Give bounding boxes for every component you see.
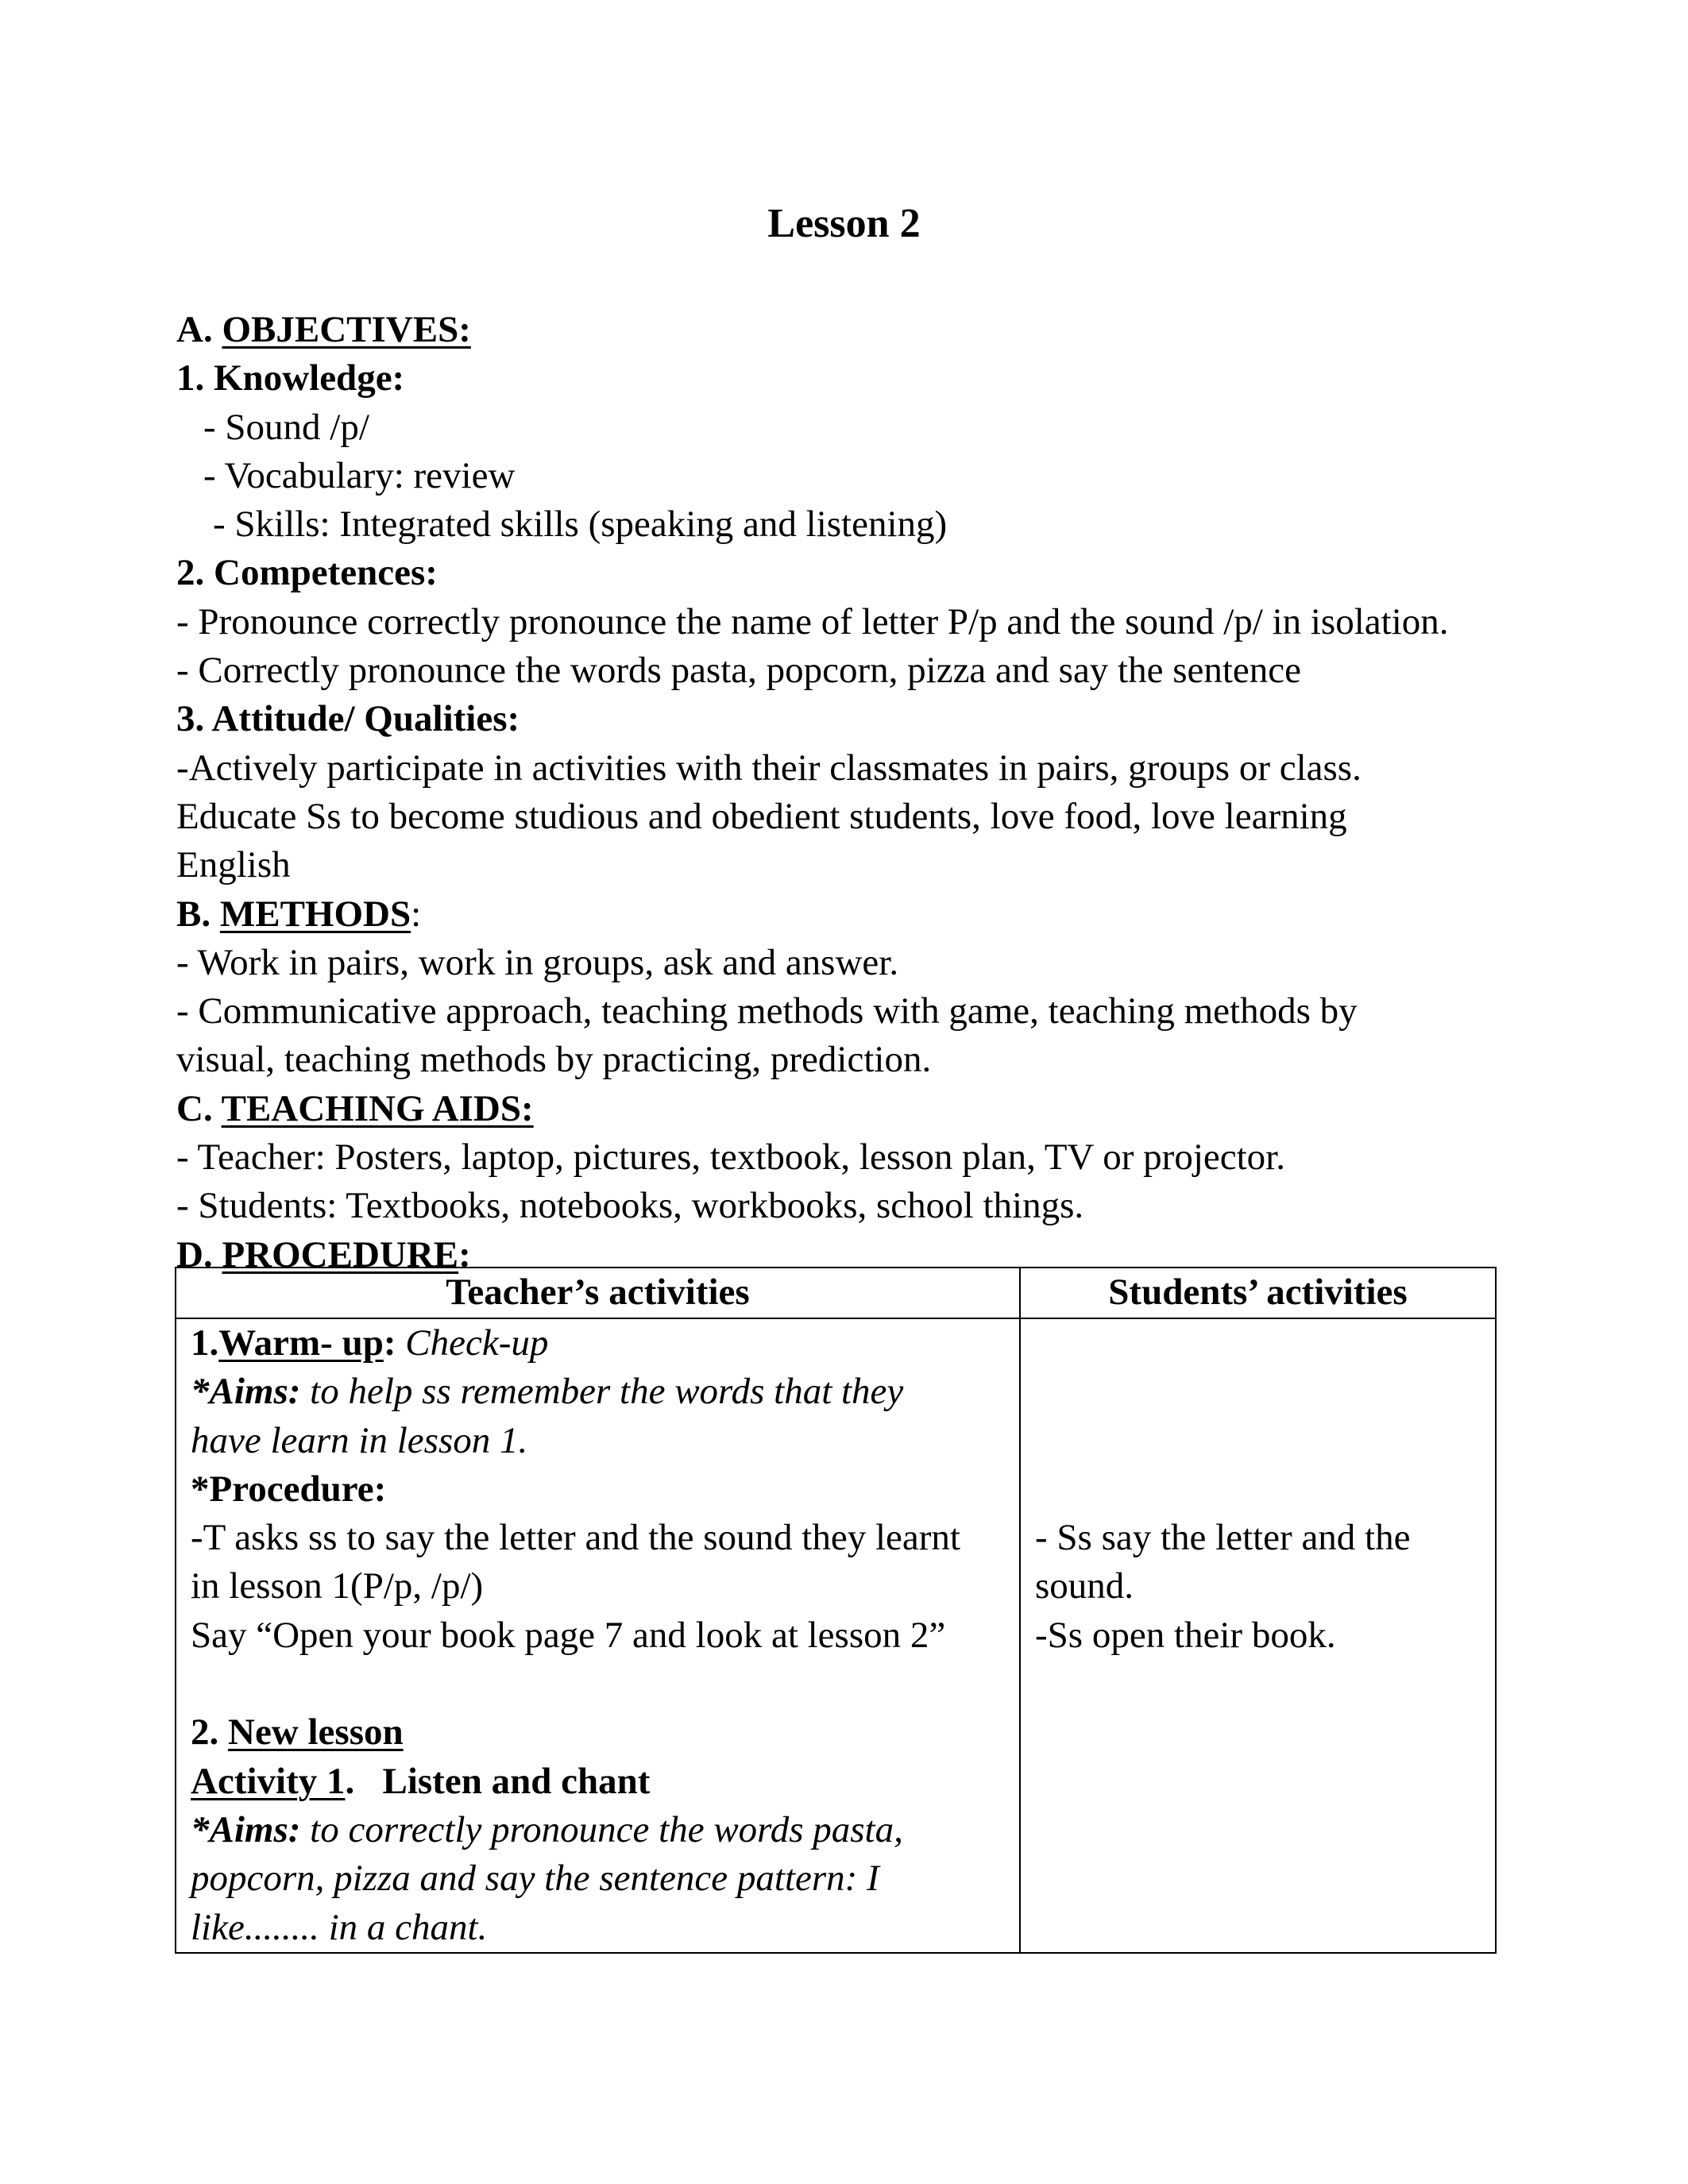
- spacer: [1035, 1319, 1481, 1368]
- table-header-row: [176, 1268, 1496, 1318]
- knowledge-item: - Skills: Integrated skills (speaking and listening): [213, 504, 948, 546]
- warmup-aims: [191, 1368, 1005, 1416]
- teaching-aids-line: - Teacher: Posters, laptop, pictures, textbook, lesson plan, TV or projector.: [176, 1136, 1285, 1179]
- spacer: [1035, 1368, 1481, 1416]
- colon: :: [458, 1233, 471, 1275]
- page-title: Lesson 2: [767, 201, 921, 246]
- methods-heading: [176, 890, 1527, 939]
- aims-label: *Aims:: [191, 1808, 301, 1850]
- teacher-activities-cell: [176, 1318, 1020, 1953]
- activity-aims-line: popcorn, pizza and say the sentence pattern: I: [191, 1858, 879, 1900]
- methods-line: - Communicative approach, teaching methods with game, teaching methods by: [176, 990, 1358, 1032]
- teacher-line: in lesson 1(P/p, /p/): [191, 1565, 484, 1607]
- aims-label: *Aims:: [191, 1371, 301, 1413]
- section-letter: C.: [176, 1087, 222, 1129]
- section-letter: A.: [176, 309, 222, 350]
- section-letter: B.: [176, 893, 220, 935]
- colon: :: [383, 1322, 406, 1364]
- spacer: [191, 1660, 1005, 1708]
- section-letter: D.: [176, 1233, 222, 1275]
- header-teacher-activities: Teacher’s activities: [176, 1268, 1020, 1318]
- methods-line: visual, teaching methods by practicing, prediction.: [176, 1039, 932, 1081]
- warmup-heading: [191, 1319, 1005, 1368]
- colon: :: [411, 893, 422, 935]
- procedure-table: [175, 1267, 1497, 1954]
- new-lesson-label: New lesson: [228, 1711, 404, 1754]
- attitude-heading: 3. Attitude/ Qualities:: [176, 698, 520, 740]
- methods-line: - Work in pairs, work in groups, ask and answer.: [176, 941, 899, 983]
- aims-text: to help ss remember the words that they: [300, 1371, 904, 1413]
- teacher-line: Say “Open your book page 7 and look at lesson 2”: [191, 1614, 946, 1656]
- warmup-aims-line: have learn in lesson 1.: [191, 1419, 528, 1461]
- procedure-label: PROCEDURE: [222, 1233, 459, 1275]
- knowledge-item: - Sound /p/: [203, 406, 369, 448]
- attitude-line: Educate Ss to become studious and obedient students, love food, love learning: [176, 795, 1347, 837]
- students-activities-cell: [1020, 1318, 1496, 1953]
- aims-text: to correctly pronounce the words pasta,: [300, 1808, 903, 1850]
- competences-item: - Pronounce correctly pronounce the name of letter P/p and the sound /p/ in isolation.: [176, 600, 1449, 642]
- spacer: [1035, 1465, 1481, 1514]
- new-lesson-heading: [191, 1708, 1005, 1757]
- attitude-line: English: [176, 844, 291, 886]
- competences-heading: 2. Competences:: [176, 552, 438, 594]
- warmup-label: Warm- up: [218, 1322, 384, 1364]
- competences-item: - Correctly pronounce the words pasta, popcorn, pizza and say the sentence: [176, 650, 1302, 692]
- attitude-line: -Actively participate in activities with their classmates in pairs, groups or class.: [176, 747, 1362, 789]
- document-body: [176, 306, 1527, 1279]
- student-line: sound.: [1035, 1565, 1134, 1607]
- student-line: - Ss say the letter and the: [1035, 1517, 1411, 1559]
- new-lesson-number: 2.: [191, 1711, 228, 1754]
- methods-label: METHODS: [219, 893, 411, 935]
- spacer: [1035, 1417, 1481, 1465]
- teacher-line: -T asks ss to say the letter and the sound they learnt: [191, 1517, 960, 1559]
- teaching-aids-heading: [176, 1085, 1527, 1133]
- objectives-label: OBJECTIVES:: [222, 309, 471, 350]
- warmup-subtitle: Check-up: [405, 1322, 549, 1364]
- knowledge-heading: 1. Knowledge:: [176, 357, 405, 399]
- activity-aims-line: like........ in a chant.: [191, 1906, 488, 1948]
- activity-heading: [191, 1758, 1005, 1806]
- procedure-label: *Procedure:: [191, 1468, 387, 1510]
- teaching-aids-label: TEACHING AIDS:: [221, 1087, 534, 1129]
- teaching-aids-line: - Students: Textbooks, notebooks, workbooks, school things.: [176, 1185, 1084, 1227]
- table-row: [176, 1318, 1496, 1953]
- header-students-activities: Students’ activities: [1020, 1268, 1496, 1318]
- warmup-number: 1.: [191, 1322, 219, 1364]
- activity-aims: [191, 1806, 1005, 1854]
- activity-title: . Listen and chant: [345, 1760, 651, 1802]
- objectives-heading: [176, 306, 1527, 354]
- activity-label: Activity 1: [191, 1760, 346, 1802]
- knowledge-item: - Vocabulary: review: [203, 454, 516, 496]
- student-line: -Ss open their book.: [1035, 1614, 1336, 1656]
